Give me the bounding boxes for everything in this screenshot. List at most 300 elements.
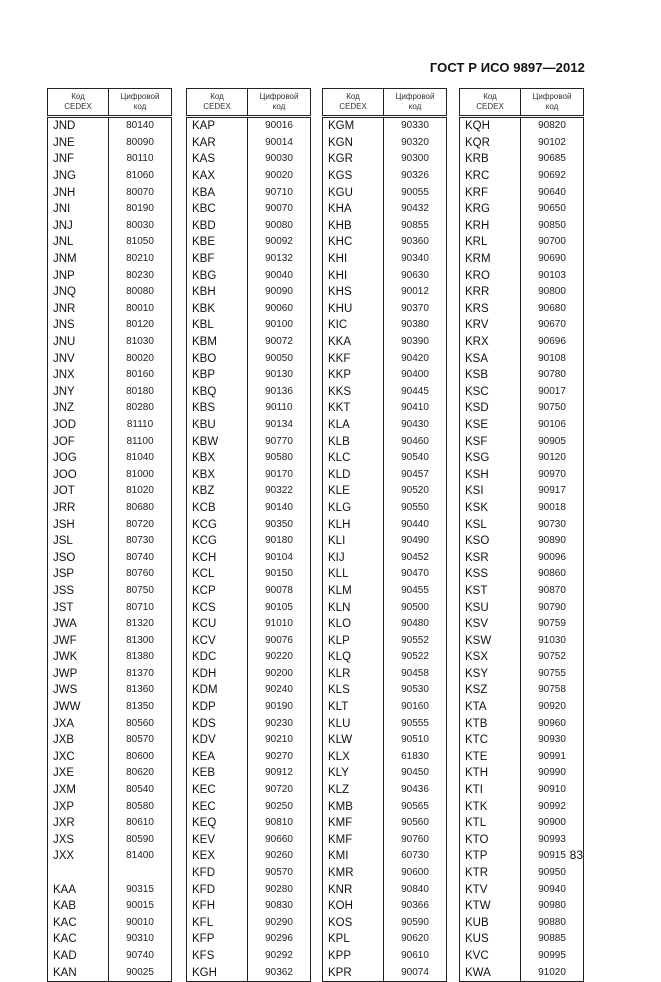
numeric-code-cell: 90458 bbox=[401, 667, 429, 679]
cedex-code-cell: JNP bbox=[48, 267, 109, 284]
cedex-code-cell: KCV bbox=[187, 632, 248, 649]
cedex-code-cell: KMI bbox=[323, 848, 384, 865]
cedex-code-cell: KHU bbox=[323, 301, 384, 318]
cedex-code-cell: KPR bbox=[323, 964, 384, 981]
cedex-code-cell: KPL bbox=[323, 931, 384, 948]
cedex-code-cell: KRG bbox=[460, 201, 521, 218]
cedex-code-cell: KSE bbox=[460, 417, 521, 434]
numeric-code-cell: 90692 bbox=[538, 170, 566, 182]
cedex-code-cell: KTH bbox=[460, 765, 521, 782]
cedex-code-cell: KBQ bbox=[187, 384, 248, 401]
numeric-code-cell: 81350 bbox=[126, 701, 154, 713]
cedex-code-cell: KTP bbox=[460, 848, 521, 865]
numeric-code-cell: 90080 bbox=[265, 219, 293, 231]
numeric-code-cell: 90457 bbox=[401, 468, 429, 480]
table-row bbox=[323, 433, 447, 450]
table-row bbox=[460, 599, 584, 616]
table-row bbox=[187, 649, 311, 666]
cedex-code-cell: KSB bbox=[460, 367, 521, 384]
cedex-code-cell: KCH bbox=[187, 549, 248, 566]
table-row bbox=[323, 151, 447, 168]
table-row bbox=[323, 234, 447, 251]
cedex-code-cell: JNU bbox=[48, 334, 109, 351]
table-row bbox=[460, 583, 584, 600]
cedex-code-cell: JNH bbox=[48, 184, 109, 201]
numeric-code-cell: 90993 bbox=[538, 833, 566, 845]
cedex-code-cell: KSA bbox=[460, 350, 521, 367]
cedex-code-cell: JNV bbox=[48, 350, 109, 367]
cedex-code-cell: KBP bbox=[187, 367, 248, 384]
cedex-code-cell: KTW bbox=[460, 898, 521, 915]
cedex-code-cell: KGR bbox=[323, 151, 384, 168]
table-row bbox=[323, 682, 447, 699]
numeric-code-cell: 90995 bbox=[538, 949, 566, 961]
table-row bbox=[48, 815, 172, 832]
numeric-code-cell: 80590 bbox=[126, 833, 154, 845]
table-row bbox=[323, 168, 447, 185]
cedex-table-4 bbox=[459, 88, 584, 982]
numeric-code-cell: 90120 bbox=[538, 452, 566, 464]
numeric-code-cell: 90885 bbox=[538, 933, 566, 945]
cedex-code-cell: KTB bbox=[460, 715, 521, 732]
table-row bbox=[48, 865, 172, 882]
numeric-code-cell: 90950 bbox=[538, 867, 566, 879]
numeric-code-cell: 91030 bbox=[538, 634, 566, 646]
numeric-code-cell: 90330 bbox=[401, 120, 429, 132]
cedex-code-cell: KSC bbox=[460, 384, 521, 401]
table-body bbox=[323, 117, 447, 982]
cedex-code-cell: KSY bbox=[460, 666, 521, 683]
cedex-code-cell: KSV bbox=[460, 616, 521, 633]
table-row bbox=[48, 117, 172, 135]
header-line: код bbox=[408, 102, 422, 111]
numeric-code-cell: 90710 bbox=[265, 186, 293, 198]
table-row bbox=[460, 334, 584, 351]
numeric-code-cell: 90010 bbox=[126, 916, 154, 928]
table-row bbox=[48, 782, 172, 799]
cedex-code-cell: KAA bbox=[48, 881, 109, 898]
numeric-code-cell: 90580 bbox=[265, 452, 293, 464]
numeric-code-cell: 80140 bbox=[126, 120, 154, 132]
numeric-code-cell: 80570 bbox=[126, 734, 154, 746]
numeric-code-cell: 90105 bbox=[265, 601, 293, 613]
numeric-code-cell: 90092 bbox=[265, 236, 293, 248]
table-row bbox=[187, 798, 311, 815]
table-row bbox=[48, 798, 172, 815]
table-row bbox=[187, 334, 311, 351]
table-row bbox=[460, 483, 584, 500]
numeric-code-cell: 81300 bbox=[126, 634, 154, 646]
numeric-code-cell: 90770 bbox=[265, 435, 293, 447]
numeric-code-cell: 90134 bbox=[265, 418, 293, 430]
numeric-code-cell: 90790 bbox=[538, 601, 566, 613]
cedex-code-cell: KBS bbox=[187, 400, 248, 417]
cedex-code-cell: KEC bbox=[187, 782, 248, 799]
numeric-code-cell: 90780 bbox=[538, 369, 566, 381]
cedex-code-cell: JWF bbox=[48, 632, 109, 649]
table-row bbox=[48, 301, 172, 318]
numeric-code-cell: 81030 bbox=[126, 336, 154, 348]
numeric-code-cell: 90650 bbox=[538, 203, 566, 215]
cedex-code-cell: KTR bbox=[460, 865, 521, 882]
numeric-code-cell: 90910 bbox=[538, 784, 566, 796]
table-row bbox=[460, 417, 584, 434]
table-row bbox=[187, 135, 311, 152]
cedex-code-cell: JSH bbox=[48, 516, 109, 533]
numeric-code-cell: 90920 bbox=[538, 701, 566, 713]
numeric-code-cell: 90150 bbox=[265, 568, 293, 580]
table-row bbox=[460, 151, 584, 168]
numeric-code-cell: 90292 bbox=[265, 949, 293, 961]
cedex-code-cell: JNG bbox=[48, 168, 109, 185]
numeric-code-cell: 90750 bbox=[538, 402, 566, 414]
column-header-numeric-code bbox=[384, 89, 447, 117]
cedex-code-cell: KMF bbox=[323, 815, 384, 832]
numeric-code-cell: 90322 bbox=[265, 485, 293, 497]
column-header-cedex-code bbox=[48, 89, 109, 117]
numeric-code-cell: 81060 bbox=[126, 170, 154, 182]
numeric-code-cell: 80580 bbox=[126, 800, 154, 812]
table-row bbox=[323, 184, 447, 201]
table-row bbox=[48, 317, 172, 334]
numeric-code-cell: 90980 bbox=[538, 900, 566, 912]
cedex-code-cell: KLC bbox=[323, 450, 384, 467]
table-row bbox=[460, 616, 584, 633]
numeric-code-cell: 81110 bbox=[126, 418, 154, 430]
cedex-code-cell: JXS bbox=[48, 832, 109, 849]
numeric-code-cell: 90200 bbox=[265, 667, 293, 679]
cedex-code-cell: KBO bbox=[187, 350, 248, 367]
cedex-code-cell: KHA bbox=[323, 201, 384, 218]
table-body bbox=[48, 117, 172, 982]
cedex-code-cell: KBX bbox=[187, 450, 248, 467]
numeric-code-cell: 80710 bbox=[126, 601, 154, 613]
table-row bbox=[48, 964, 172, 981]
cedex-code-cell: KLQ bbox=[323, 649, 384, 666]
cedex-code-cell: KIC bbox=[323, 317, 384, 334]
header-line: Код bbox=[346, 92, 360, 101]
numeric-code-cell: 90917 bbox=[538, 485, 566, 497]
numeric-code-cell: 90017 bbox=[538, 385, 566, 397]
numeric-code-cell: 90991 bbox=[538, 750, 566, 762]
table-row bbox=[48, 135, 172, 152]
table-row bbox=[323, 798, 447, 815]
numeric-code-cell: 90660 bbox=[265, 833, 293, 845]
table-row bbox=[48, 682, 172, 699]
numeric-code-cell: 90800 bbox=[538, 286, 566, 298]
numeric-code-cell: 90740 bbox=[126, 949, 154, 961]
table-row bbox=[460, 715, 584, 732]
numeric-code-cell: 80560 bbox=[126, 717, 154, 729]
cedex-code-cell: JOD bbox=[48, 417, 109, 434]
header-line: CEDEX bbox=[476, 102, 504, 111]
table-row bbox=[460, 400, 584, 417]
cedex-code-cell: KTK bbox=[460, 798, 521, 815]
cedex-code-cell: KAR bbox=[187, 135, 248, 152]
table-row bbox=[460, 317, 584, 334]
table-row bbox=[460, 267, 584, 284]
table-row bbox=[187, 218, 311, 235]
numeric-code-cell: 90510 bbox=[401, 734, 429, 746]
cedex-code-cell: KWA bbox=[460, 964, 521, 981]
cedex-code-cell: KLR bbox=[323, 666, 384, 683]
cedex-code-cell: KEC bbox=[187, 798, 248, 815]
numeric-code-cell: 90905 bbox=[538, 435, 566, 447]
numeric-code-cell: 90210 bbox=[265, 734, 293, 746]
table-row bbox=[460, 251, 584, 268]
numeric-code-cell: 90410 bbox=[401, 402, 429, 414]
numeric-code-cell: 90760 bbox=[401, 833, 429, 845]
numeric-code-cell: 80090 bbox=[126, 136, 154, 148]
numeric-code-cell: 80730 bbox=[126, 535, 154, 547]
numeric-code-cell: 90136 bbox=[265, 385, 293, 397]
numeric-code-cell: 90270 bbox=[265, 750, 293, 762]
table-row bbox=[323, 666, 447, 683]
table-row bbox=[323, 632, 447, 649]
table-row bbox=[323, 948, 447, 965]
table-row bbox=[460, 549, 584, 566]
cedex-code-cell: KAD bbox=[48, 948, 109, 965]
table-row bbox=[460, 632, 584, 649]
numeric-code-cell: 90460 bbox=[401, 435, 429, 447]
numeric-code-cell: 90050 bbox=[265, 352, 293, 364]
cedex-code-cell: KRB bbox=[460, 151, 521, 168]
cedex-code-cell: JWK bbox=[48, 649, 109, 666]
numeric-code-cell: 90090 bbox=[265, 286, 293, 298]
table-row bbox=[187, 566, 311, 583]
numeric-code-cell: 90640 bbox=[538, 186, 566, 198]
numeric-code-cell: 81320 bbox=[126, 618, 154, 630]
table-row bbox=[460, 184, 584, 201]
cedex-code-cell: KRH bbox=[460, 218, 521, 235]
cedex-code-cell: KMB bbox=[323, 798, 384, 815]
cedex-table-3 bbox=[322, 88, 447, 982]
table-row bbox=[323, 516, 447, 533]
table-row bbox=[187, 549, 311, 566]
table-row bbox=[187, 915, 311, 932]
cedex-code-cell: KKT bbox=[323, 400, 384, 417]
numeric-code-cell: 90326 bbox=[401, 170, 429, 182]
numeric-code-cell: 80110 bbox=[126, 153, 154, 165]
numeric-code-cell: 90900 bbox=[538, 817, 566, 829]
column-header-numeric-code bbox=[248, 89, 311, 117]
numeric-code-cell: 80120 bbox=[126, 319, 154, 331]
cedex-table-2 bbox=[186, 88, 311, 982]
header-line: Цифровой bbox=[395, 92, 435, 101]
table-row bbox=[187, 749, 311, 766]
cedex-code-cell: KLB bbox=[323, 433, 384, 450]
numeric-code-cell: 90160 bbox=[401, 701, 429, 713]
table-row bbox=[323, 699, 447, 716]
table-row bbox=[187, 765, 311, 782]
numeric-code-cell: 80610 bbox=[126, 817, 154, 829]
table-row bbox=[460, 168, 584, 185]
table-row bbox=[48, 666, 172, 683]
numeric-code-cell: 80010 bbox=[126, 302, 154, 314]
numeric-code-cell: 90296 bbox=[265, 933, 293, 945]
numeric-code-cell: 90240 bbox=[265, 684, 293, 696]
table-row bbox=[48, 284, 172, 301]
cedex-code-cell: JSL bbox=[48, 533, 109, 550]
header-line: Цифровой bbox=[120, 92, 160, 101]
numeric-code-cell: 90620 bbox=[401, 933, 429, 945]
cedex-code-cell: JXA bbox=[48, 715, 109, 732]
cedex-code-cell: KLY bbox=[323, 765, 384, 782]
numeric-code-cell: 90830 bbox=[265, 900, 293, 912]
cedex-code-cell: KBC bbox=[187, 201, 248, 218]
table-row bbox=[187, 666, 311, 683]
table-row bbox=[323, 782, 447, 799]
cedex-code-cell: KHI bbox=[323, 251, 384, 268]
numeric-code-cell: 90820 bbox=[538, 120, 566, 132]
cedex-code-cell: KLE bbox=[323, 483, 384, 500]
cedex-code-cell: KSX bbox=[460, 649, 521, 666]
numeric-code-cell: 90522 bbox=[401, 651, 429, 663]
cedex-code-cell: KBA bbox=[187, 184, 248, 201]
cedex-code-cell: KBZ bbox=[187, 483, 248, 500]
cedex-code-cell: KLP bbox=[323, 632, 384, 649]
cedex-code-cell: KCP bbox=[187, 583, 248, 600]
numeric-code-cell: 90350 bbox=[265, 518, 293, 530]
numeric-code-cell: 80750 bbox=[126, 584, 154, 596]
cedex-code-cell: JSO bbox=[48, 549, 109, 566]
cedex-code-cell: JNR bbox=[48, 301, 109, 318]
cedex-code-cell: JNS bbox=[48, 317, 109, 334]
table-row bbox=[323, 832, 447, 849]
header-line: Код bbox=[483, 92, 497, 101]
column-header-numeric-code bbox=[521, 89, 584, 117]
table-row bbox=[460, 898, 584, 915]
cedex-code-cell: JOO bbox=[48, 466, 109, 483]
numeric-code-cell: 81020 bbox=[126, 485, 154, 497]
table-row bbox=[48, 632, 172, 649]
numeric-code-cell: 90752 bbox=[538, 651, 566, 663]
table-row bbox=[323, 865, 447, 882]
numeric-code-cell: 90315 bbox=[126, 883, 154, 895]
numeric-code-cell: 90250 bbox=[265, 800, 293, 812]
table-row bbox=[48, 931, 172, 948]
numeric-code-cell: 80230 bbox=[126, 269, 154, 281]
cedex-code-cell: KHS bbox=[323, 284, 384, 301]
cedex-code-cell: KKF bbox=[323, 350, 384, 367]
table-row bbox=[323, 815, 447, 832]
table-row bbox=[323, 649, 447, 666]
table-row bbox=[323, 616, 447, 633]
cedex-code-cell: KBE bbox=[187, 234, 248, 251]
table-row bbox=[48, 151, 172, 168]
numeric-code-cell: 90366 bbox=[401, 900, 429, 912]
numeric-code-cell: 90102 bbox=[538, 136, 566, 148]
numeric-code-cell: 90103 bbox=[538, 269, 566, 281]
cedex-code-cell: KFL bbox=[187, 915, 248, 932]
cedex-code-cell: KEV bbox=[187, 832, 248, 849]
cedex-code-cell: KLS bbox=[323, 682, 384, 699]
table-row bbox=[187, 715, 311, 732]
table-row bbox=[323, 218, 447, 235]
table-row bbox=[187, 350, 311, 367]
numeric-code-cell: 81360 bbox=[126, 684, 154, 696]
table-row bbox=[48, 500, 172, 517]
table-row bbox=[187, 881, 311, 898]
table-row bbox=[48, 450, 172, 467]
numeric-code-cell: 90014 bbox=[265, 136, 293, 148]
cedex-code-cell: JNF bbox=[48, 151, 109, 168]
numeric-code-cell: 90108 bbox=[538, 352, 566, 364]
cedex-code-cell: JWP bbox=[48, 666, 109, 683]
numeric-code-cell: 90370 bbox=[401, 302, 429, 314]
table-row bbox=[187, 466, 311, 483]
cedex-code-cell: KBH bbox=[187, 284, 248, 301]
cedex-code-cell: KTC bbox=[460, 732, 521, 749]
numeric-code-cell: 90104 bbox=[265, 551, 293, 563]
table-row bbox=[187, 782, 311, 799]
table-row bbox=[48, 715, 172, 732]
table-row bbox=[187, 616, 311, 633]
table-row bbox=[323, 201, 447, 218]
numeric-code-cell: 90300 bbox=[401, 153, 429, 165]
cedex-code-cell: KSZ bbox=[460, 682, 521, 699]
header-line: CEDEX bbox=[64, 102, 92, 111]
page-number: 83 bbox=[569, 848, 583, 862]
numeric-code-cell: 90555 bbox=[401, 717, 429, 729]
column-header-cedex-code bbox=[187, 89, 248, 117]
numeric-code-cell: 90880 bbox=[538, 916, 566, 928]
table-row bbox=[460, 516, 584, 533]
numeric-code-cell: 80740 bbox=[126, 551, 154, 563]
numeric-code-cell: 90680 bbox=[538, 302, 566, 314]
table-row bbox=[48, 234, 172, 251]
numeric-code-cell: 90076 bbox=[265, 634, 293, 646]
cedex-code-cell: KFD bbox=[187, 881, 248, 898]
cedex-code-cell: KOS bbox=[323, 915, 384, 932]
table-row bbox=[187, 301, 311, 318]
numeric-code-cell: 60730 bbox=[401, 850, 429, 862]
numeric-code-cell: 90455 bbox=[401, 584, 429, 596]
cedex-code-cell: KSG bbox=[460, 450, 521, 467]
numeric-code-cell: 90100 bbox=[265, 319, 293, 331]
table-row bbox=[323, 715, 447, 732]
numeric-code-cell: 80070 bbox=[126, 186, 154, 198]
numeric-code-cell: 90078 bbox=[265, 584, 293, 596]
cedex-code-cell: KNR bbox=[323, 881, 384, 898]
table-row bbox=[323, 533, 447, 550]
table-row bbox=[323, 301, 447, 318]
numeric-code-cell: 90696 bbox=[538, 336, 566, 348]
table-row bbox=[460, 284, 584, 301]
table-row bbox=[460, 948, 584, 965]
table-row bbox=[187, 500, 311, 517]
table-row bbox=[323, 384, 447, 401]
table-row bbox=[187, 599, 311, 616]
cedex-code-cell: KAB bbox=[48, 898, 109, 915]
header-line: Цифровой bbox=[532, 92, 572, 101]
numeric-code-cell: 81040 bbox=[126, 452, 154, 464]
numeric-code-cell: 80190 bbox=[126, 203, 154, 215]
table-row bbox=[187, 267, 311, 284]
numeric-code-cell: 90630 bbox=[401, 269, 429, 281]
cedex-code-cell: KSU bbox=[460, 599, 521, 616]
table-row bbox=[48, 915, 172, 932]
numeric-code-cell: 81370 bbox=[126, 667, 154, 679]
cedex-code-cell: JNM bbox=[48, 251, 109, 268]
table-row bbox=[460, 699, 584, 716]
cedex-code-cell: KVC bbox=[460, 948, 521, 965]
table-row bbox=[323, 848, 447, 865]
numeric-code-cell: 90190 bbox=[265, 701, 293, 713]
header-line: Код bbox=[210, 92, 224, 101]
cedex-code-cell: KSR bbox=[460, 549, 521, 566]
header-line: код bbox=[272, 102, 286, 111]
